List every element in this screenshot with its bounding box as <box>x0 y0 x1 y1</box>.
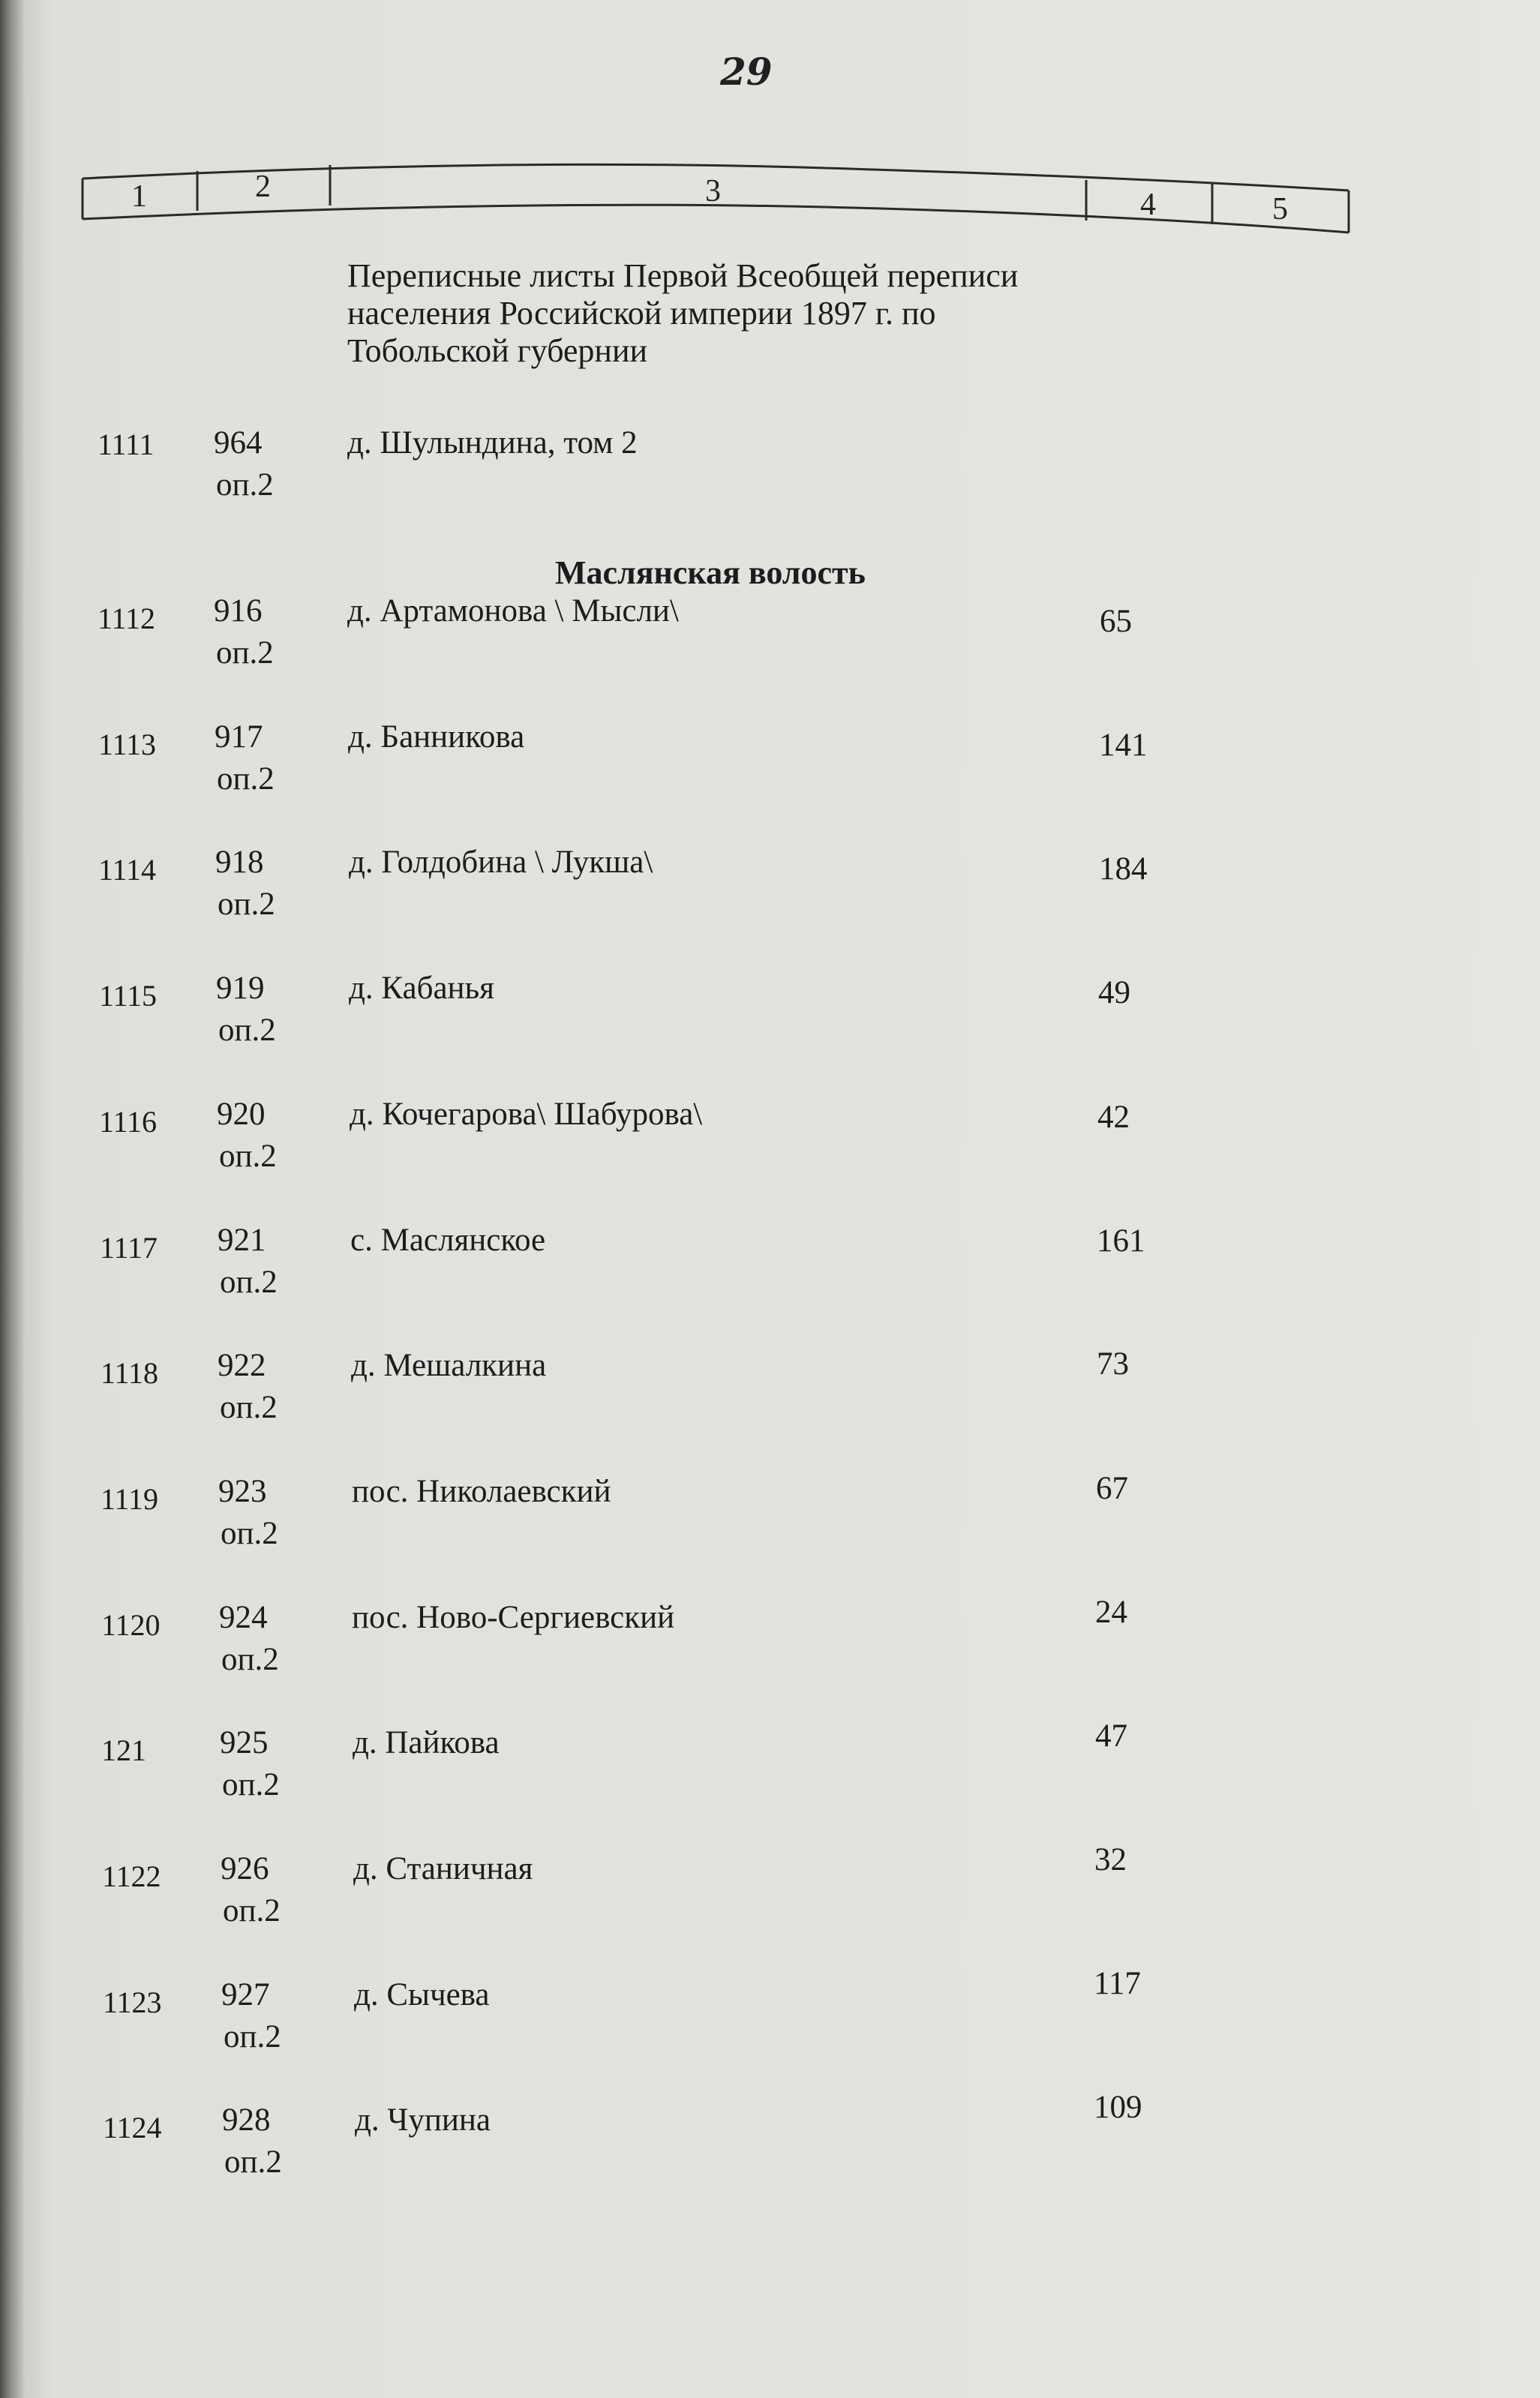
row-title: д. Сычева <box>354 1976 490 2012</box>
row-count: 73 <box>1097 1346 1129 1382</box>
row-number: 1111 <box>98 428 155 461</box>
row-title: д. Пайкова <box>353 1725 500 1761</box>
row-number: 1118 <box>101 1356 159 1391</box>
row-inventory: оп.2 <box>218 1013 276 1049</box>
row-ref: 926 <box>221 1851 269 1886</box>
row-count: 24 <box>1095 1594 1127 1630</box>
section-heading: Маслянская волость <box>555 554 866 591</box>
row-title: д. Банникова <box>348 719 525 755</box>
row-number: 1114 <box>98 853 157 887</box>
row-title: с. Маслянское <box>350 1222 546 1258</box>
row-ref: 925 <box>220 1725 269 1761</box>
row-ref: 924 <box>219 1599 268 1635</box>
row-ref: 921 <box>218 1222 266 1258</box>
row-count: 117 <box>1094 1965 1141 2001</box>
row-title: пос. Ново-Сергиевский <box>352 1599 675 1635</box>
row-ref: 918 <box>215 845 264 881</box>
header-col-3: 3 <box>705 174 721 209</box>
row-inventory: оп.2 <box>216 635 274 671</box>
intro-line: Тобольской губернии <box>347 332 648 369</box>
row-inventory: оп.2 <box>216 467 274 503</box>
row-inventory: оп.2 <box>218 887 275 923</box>
row-title: д. Кабанья <box>349 971 494 1007</box>
row-inventory: оп.2 <box>224 2144 282 2180</box>
row-title: д. Шулындина, том 2 <box>347 425 638 461</box>
row-number: 1115 <box>99 979 158 1013</box>
row-number: 1117 <box>100 1230 158 1265</box>
row-count: 141 <box>1099 727 1148 763</box>
table-header <box>0 0 1540 255</box>
header-col-1: 1 <box>131 179 147 214</box>
row-number: 1122 <box>102 1859 161 1893</box>
row-ref: 964 <box>214 425 263 461</box>
document-intro <box>347 257 1097 370</box>
row-title: д. Мешалкина <box>351 1348 547 1384</box>
header-col-5: 5 <box>1272 192 1288 227</box>
row-number: 1123 <box>103 1985 162 2019</box>
row-ref: 922 <box>218 1348 266 1384</box>
row-count: 184 <box>1099 851 1148 887</box>
row-number: 1120 <box>101 1607 161 1642</box>
row-inventory: оп.2 <box>221 1515 278 1551</box>
row-ref: 923 <box>218 1473 267 1509</box>
row-title: д. Артамонова \ Мысли\ <box>347 593 679 629</box>
row-number: 1124 <box>103 2111 162 2145</box>
row-number: 1119 <box>101 1481 159 1516</box>
row-inventory: оп.2 <box>220 1390 278 1426</box>
intro-line: Переписные листы Первой Всеобщей переписи <box>347 257 1019 294</box>
header-col-2: 2 <box>255 170 271 204</box>
row-title: д. Станичная <box>353 1851 533 1886</box>
row-count: 67 <box>1096 1470 1128 1506</box>
row-title: пос. Николаевский <box>352 1473 611 1509</box>
page-number: 29 <box>720 50 773 94</box>
row-number: 1116 <box>99 1104 158 1139</box>
row-count: 161 <box>1097 1223 1145 1259</box>
row-title: д. Чупина <box>355 2102 491 2138</box>
row-number: 1113 <box>98 727 157 761</box>
row-ref: 920 <box>217 1096 266 1132</box>
intro-line: населения Российской империи 1897 г. по <box>347 295 936 332</box>
row-ref: 928 <box>222 2102 271 2138</box>
row-inventory: оп.2 <box>222 1767 280 1803</box>
row-title: д. Кочегарова\ Шабурова\ <box>350 1096 703 1132</box>
row-count: 65 <box>1100 604 1132 639</box>
row-inventory: оп.2 <box>219 1138 277 1174</box>
row-inventory: оп.2 <box>221 1641 279 1677</box>
row-ref: 916 <box>214 593 263 629</box>
row-ref: 917 <box>215 719 263 755</box>
row-inventory: оп.2 <box>217 761 275 797</box>
row-number: 1112 <box>98 602 156 635</box>
row-ref: 927 <box>221 1976 270 2012</box>
row-count: 49 <box>1098 975 1130 1011</box>
row-count: 32 <box>1094 1842 1127 1877</box>
header-bottom-border <box>83 205 1349 233</box>
row-title: д. Голдобина \ Лукша\ <box>349 845 653 881</box>
row-count: 42 <box>1097 1099 1130 1135</box>
row-inventory: оп.2 <box>220 1264 278 1300</box>
row-number: 121 <box>101 1733 146 1768</box>
header-col-4: 4 <box>1140 188 1156 222</box>
row-count: 109 <box>1094 2090 1142 2126</box>
row-count: 47 <box>1095 1718 1127 1754</box>
row-inventory: оп.2 <box>223 1893 281 1928</box>
row-inventory: оп.2 <box>224 2018 281 2054</box>
row-ref: 919 <box>216 971 265 1007</box>
